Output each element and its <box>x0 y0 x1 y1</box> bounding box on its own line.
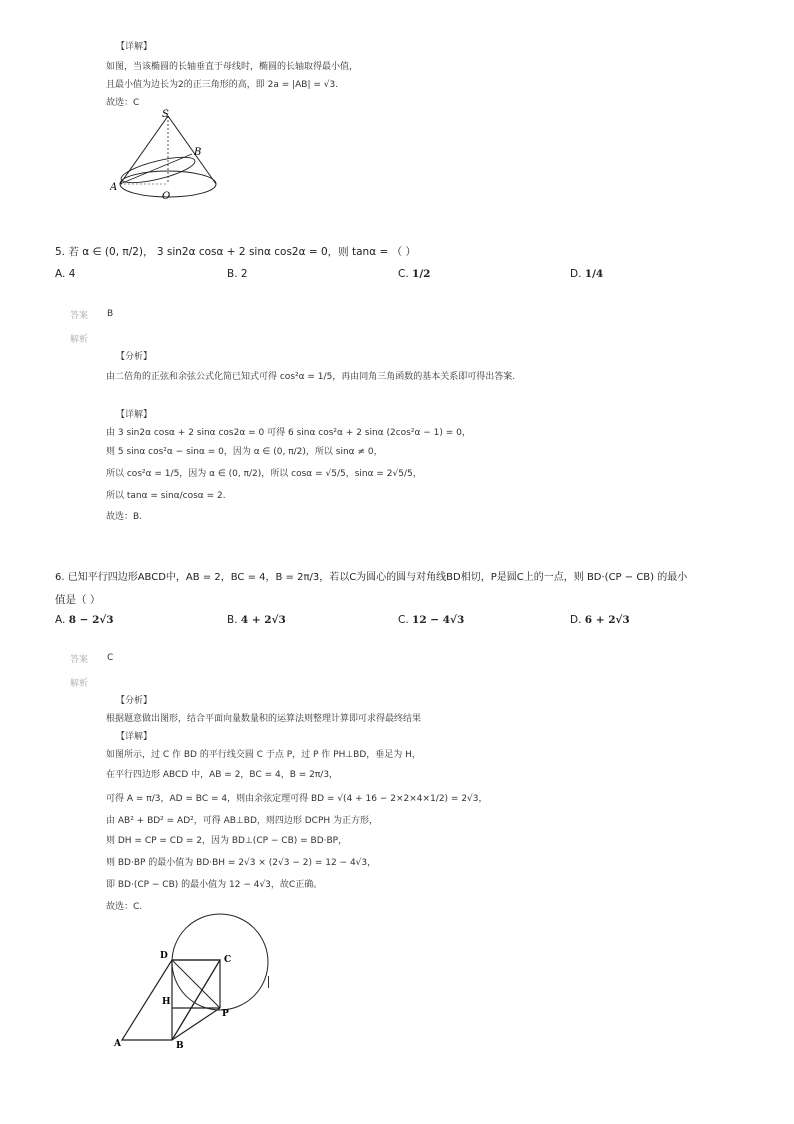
label-D: D <box>160 951 168 961</box>
solution-line: 则 BD·BP 的最小值为 BD·BH = 2√3 × (2√3 − 2) = 12 − 4√3， <box>106 858 377 868</box>
question-6-stem: 6. 已知平行四边形ABCD中，AB = 2，BC = 4，B = 2π/3，若以C为圆心的圆与对角线BD相切，P是圆C上的一点，则 BD·(CP − CB) 的最小 <box>55 572 688 583</box>
option-a: A. 4 <box>55 268 76 280</box>
answer-value: B <box>107 309 114 319</box>
option-b: B. 4 + 2√3 <box>227 614 286 626</box>
solution-line: 在平行四边形 ABCD 中，AB = 2，BC = 4，B = 2π/3， <box>106 770 339 780</box>
option-d: D. 1/4 <box>570 268 604 280</box>
fenxi-tag: 【分析】 <box>116 696 153 706</box>
label-A: A <box>110 182 118 193</box>
solution-line: 所以 tanα = sinα/cosα = 2. <box>106 491 226 501</box>
option-c: C. 12 − 4√3 <box>398 614 465 626</box>
fenxi-tag: 【分析】 <box>116 352 153 362</box>
text-cursor-mark <box>268 976 269 988</box>
solution-line: 如图，当该椭圆的长轴垂直于母线时，椭圆的长轴取得最小值， <box>106 62 359 72</box>
option-a: A. 8 − 2√3 <box>55 614 114 626</box>
label-O: O <box>162 191 171 202</box>
question-5-stem: 5. 若 α ∈ (0, π/2)， 3 sin2α cosα + 2 sinα cos2α = 0，则 tanα = （ ） <box>55 246 416 258</box>
solution-line: 如图所示，过 C 作 BD 的平行线交圆 C 于点 P，过 P 作 PH⊥BD，垂足为 H， <box>106 750 421 760</box>
answer-value: C <box>107 653 114 663</box>
solution-line: 所以 cos²α = 1/5，因为 α ∈ (0, π/2)，所以 cosα = √5/5，sinα = 2√5/5， <box>106 469 422 479</box>
detail-tag: 【详解】 <box>116 732 153 742</box>
solution-line: 由 AB² + BD² = AD²，可得 AB⊥BD，则四边形 DCPH 为正方形， <box>106 816 379 826</box>
option-d: D. 6 + 2√3 <box>570 614 630 626</box>
answer-label: 答案 <box>70 655 89 665</box>
analysis-label: 解析 <box>70 679 89 689</box>
fenxi-text: 根据题意做出图形，结合平面向量数量积的运算法则整理计算即可求得最终结果 <box>106 714 422 724</box>
solution-line: 即 BD·(CP − CB) 的最小值为 12 − 4√3，故C正确。 <box>106 880 323 890</box>
analysis-label: 解析 <box>70 335 89 345</box>
choice-line: 故选：C <box>106 98 140 108</box>
label-B: B <box>176 1041 184 1051</box>
label-C: C <box>224 955 232 965</box>
label-P: P <box>222 1009 229 1019</box>
option-c: C. 1/2 <box>398 268 431 280</box>
solution-line: 则 5 sinα cos²α − sinα = 0，因为 α ∈ (0, π/2)，所以 sinα ≠ 0， <box>106 447 383 457</box>
answer-label: 答案 <box>70 311 89 321</box>
cone-figure <box>110 108 220 204</box>
label-B: B <box>194 147 202 158</box>
solution-line: 由 3 sin2α cosα + 2 sinα cos2α = 0 可得 6 sinα cos²α + 2 sinα (2cos²α − 1) = 0， <box>106 428 471 438</box>
solution-line: 可得 A = π/3，AD = BC = 4，则由余弦定理可得 BD = √(4 + 16 − 2×2×4×1/2) = 2√3， <box>106 794 488 804</box>
question-6-stem-cont: 值是（ ） <box>55 594 101 606</box>
detail-tag: 【详解】 <box>116 410 153 420</box>
choice-line: 故选：B. <box>106 512 143 522</box>
option-b: B. 2 <box>227 268 248 280</box>
solution-line: 且最小值为边长为2的正三角形的高，即 2a = |AB| = √3. <box>106 80 339 90</box>
label-S: S <box>162 109 169 120</box>
choice-line: 故选：C. <box>106 902 143 912</box>
label-H: H <box>162 997 171 1007</box>
parallelogram-circle-figure <box>108 912 278 1052</box>
fenxi-text: 由二倍角的正弦和余弦公式化简已知式可得 cos²α = 1/5，再由同角三角函数的基本关系即可得出答案. <box>106 372 516 382</box>
detail-tag: 【详解】 <box>116 42 153 52</box>
solution-line: 则 DH = CP = CD = 2，因为 BD⊥(CP − CB) = BD·BP， <box>106 836 348 846</box>
label-A: A <box>114 1039 121 1049</box>
